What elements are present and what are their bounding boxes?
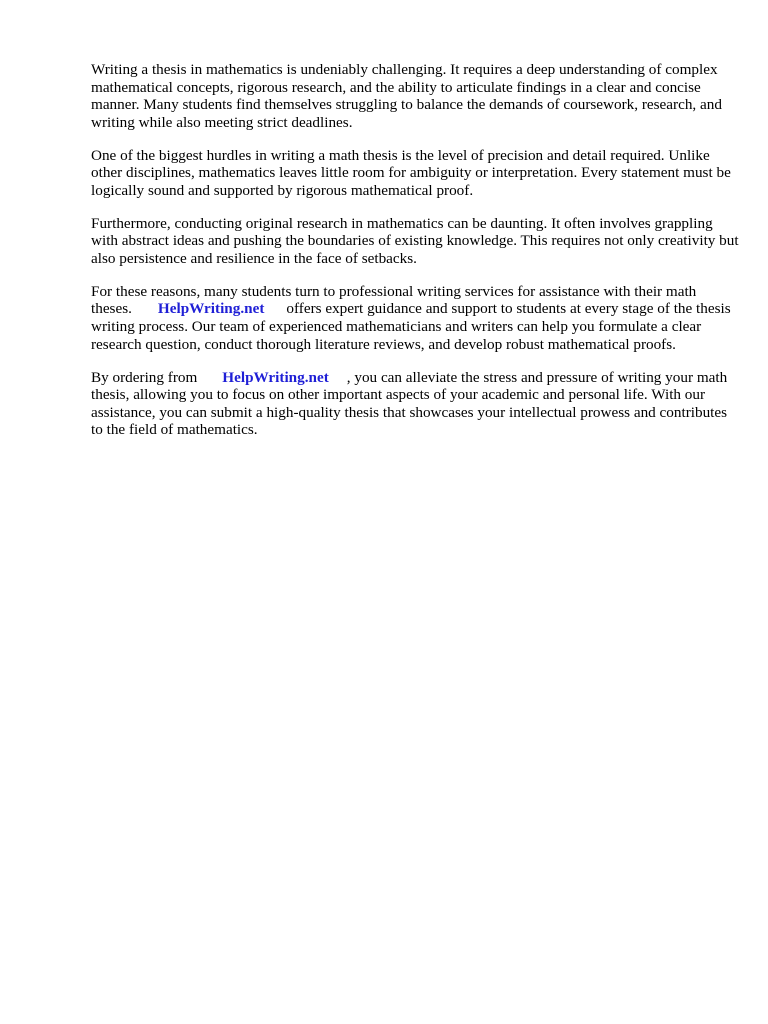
paragraph-research: Furthermore, conducting original research in mathematics can be daunting. It often involves grappling with abstract ideas and pushing the boundaries of existing knowledge. This requires not only creativity but also persistence and resilience in the face of setbacks. bbox=[91, 214, 739, 267]
paragraph-services bbox=[91, 283, 741, 353]
document-body bbox=[91, 61, 741, 439]
paragraph-precision: One of the biggest hurdles in writing a math thesis is the level of precision and detail required. Unlike other disciplines, mathematics leaves little room for ambiguity or interpretation. Every statement must be logically sound and supported by rigorous mathematical proof. bbox=[91, 146, 731, 199]
paragraph-services-text-after: offers expert guidance and support to students at every stage of the thesis writing process. Our team of experienced mathematicians and writers can help you formulate a clear research question, conduct thorough literature reviews, and develop robust mathematical proofs. bbox=[91, 300, 731, 353]
helpwriting-link[interactable]: HelpWriting.net bbox=[157, 300, 265, 318]
paragraph-services-text-before: For these reasons, many students turn to professional writing services for assistance with their math theses. bbox=[91, 282, 697, 318]
paragraph-ordering bbox=[91, 369, 741, 439]
helpwriting-link-second[interactable]: HelpWriting.net bbox=[222, 368, 329, 386]
paragraph-ordering-text-after: , you can alleviate the stress and pressure of writing your math thesis, allowing you to focus on other important aspects of your academic and personal life. With our assistance, you can submit a high-quality thesis that showcases your intellectual prowess and contributes to the field of mathematics. bbox=[91, 368, 728, 439]
paragraph-intro: Writing a thesis in mathematics is undeniably challenging. It requires a deep understanding of complex mathematical concepts, rigorous research, and the ability to articulate findings in a clear and concise manner. Many students find themselves struggling to balance the demands of coursework, research, and writing while also meeting strict deadlines. bbox=[91, 61, 722, 131]
paragraph-ordering-text-before: By ordering from bbox=[91, 368, 198, 386]
